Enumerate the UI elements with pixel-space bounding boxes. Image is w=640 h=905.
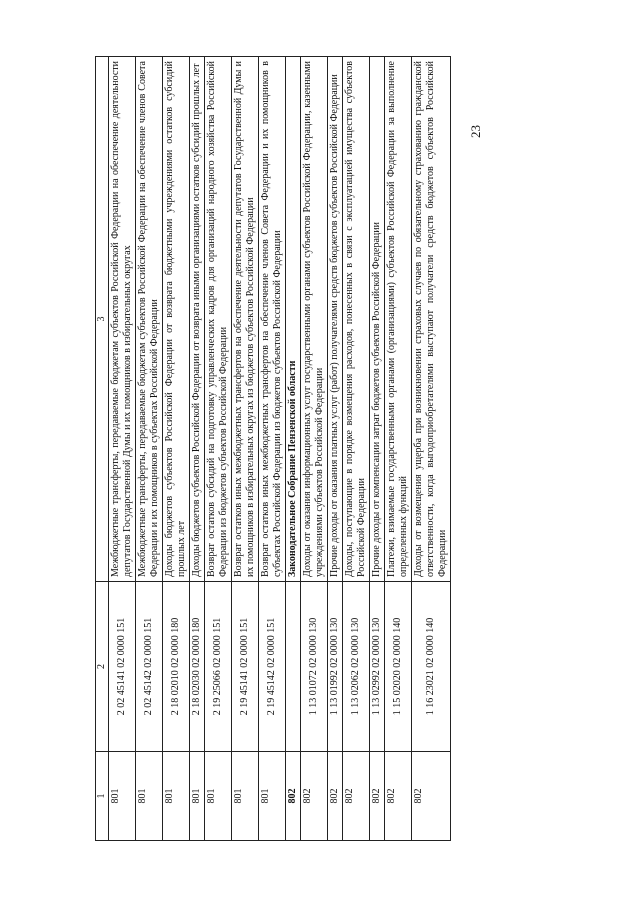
code-cell: 2 18 02010 02 0000 180 (163, 582, 190, 752)
table-row (163, 57, 190, 841)
code-cell: 1 15 02020 02 0000 140 (385, 582, 412, 752)
header-col-1: 1 (96, 752, 109, 841)
org-cell: 802 (301, 752, 328, 841)
page-number: 23 (468, 125, 483, 138)
org-cell: 802 (343, 752, 370, 841)
header-col-3: 3 (96, 57, 109, 582)
org-cell: 801 (232, 752, 259, 841)
desc-cell: Законодательное Собрание Пензенской области (286, 57, 301, 582)
code-cell: 2 18 02030 02 0000 180 (190, 582, 205, 752)
desc-cell: Доходы, поступающие в порядке возмещения расходов, понесенных в связи с эксплуатацией имущества субъектов Российской Федерации (343, 57, 370, 582)
org-cell: 801 (136, 752, 163, 841)
table-row (328, 57, 343, 841)
code-cell: 1 13 02062 02 0000 130 (343, 582, 370, 752)
code-cell: 2 02 45142 02 0000 151 (136, 582, 163, 752)
table-row (109, 57, 136, 841)
table-row (370, 57, 385, 841)
table-row (385, 57, 412, 841)
table-row (301, 57, 328, 841)
org-cell: 801 (259, 752, 286, 841)
code-cell: 1 16 23021 02 0000 140 (412, 582, 451, 752)
org-cell: 802 (328, 752, 343, 841)
table-row (259, 57, 286, 841)
rotated-table-container (95, 57, 552, 841)
org-cell: 801 (109, 752, 136, 841)
code-cell: 2 19 25066 02 0000 151 (205, 582, 232, 752)
org-cell: 801 (190, 752, 205, 841)
code-cell: 1 13 01992 02 0000 130 (328, 582, 343, 752)
org-cell: 802 (370, 752, 385, 841)
desc-cell: Доходы бюджетов субъектов Российской Федерации от возврата иными организациями остатков субсидий прошлых лет (190, 57, 205, 582)
header-col-2: 2 (96, 582, 109, 752)
table-row (343, 57, 370, 841)
desc-cell: Прочие доходы от оказания платных услуг (работ) получателями средств бюджетов субъектов Российской Федерации (328, 57, 343, 582)
code-cell: 1 13 02992 02 0000 130 (370, 582, 385, 752)
org-cell: 802 (412, 752, 451, 841)
desc-cell: Доходы от оказания информационных услуг государственными органами субъектов Российской Федерации, казенными учреждениями субъектов Российской Федерации (301, 57, 328, 582)
desc-cell: Возврат остатков иных межбюджетных трансфертов на обеспечение членов Совета Федерации и их помощников в субъектах Российской Федерации из бюджетов субъектов Российской Федерации (259, 57, 286, 582)
desc-cell: Доходы бюджетов субъектов Российской Федерации от возврата бюджетными учреждениями остатков субсидий прошлых лет (163, 57, 190, 582)
table-row (205, 57, 232, 841)
desc-cell: Платежи, взимаемые государственными органами (организациями) субъектов Российской Федерации за выполнение определенных функций (385, 57, 412, 582)
code-cell (286, 582, 301, 752)
revenue-codes-table (95, 56, 451, 841)
org-cell: 801 (205, 752, 232, 841)
code-cell: 2 19 45141 02 0000 151 (232, 582, 259, 752)
org-cell: 802 (286, 752, 301, 841)
desc-cell: Доходы от возмещения ущерба при возникновении страховых случаев по обязательному страхованию гражданской ответственности, когда выгодоприобретателями выступают получатели средств бюджетов субъектов Российской Федерации (412, 57, 451, 582)
code-cell: 2 19 45142 02 0000 151 (259, 582, 286, 752)
table-row (136, 57, 163, 841)
org-cell: 802 (385, 752, 412, 841)
table-row (190, 57, 205, 841)
desc-cell: Возврат остатков субсидий на подготовку управленческих кадров для организаций народного хозяйства Российской Федерации из бюджетов субъектов Российской Федерации (205, 57, 232, 582)
table-row (412, 57, 451, 841)
desc-cell: Межбюджетные трансферты, передаваемые бюджетам субъектов Российской Федерации на обеспечение деятельности депутатов Государственной Думы и их помощников в избирательных округах (109, 57, 136, 582)
desc-cell: Межбюджетные трансферты, передаваемые бюджетам субъектов Российской Федерации на обеспечение членов Совета Федерации и их помощников в субъектах Российской Федерации (136, 57, 163, 582)
code-cell: 1 13 01072 02 0000 130 (301, 582, 328, 752)
desc-cell: Возврат остатков иных межбюджетных трансфертов на обеспечение деятельности депутатов Государственной Думы и их помощников в избирательных округах из бюджетов субъектов Российской Федерации (232, 57, 259, 582)
table-row (286, 57, 301, 841)
table-row (232, 57, 259, 841)
table-header-row (96, 57, 109, 841)
table-body (109, 57, 451, 841)
desc-cell: Прочие доходы от компенсации затрат бюджетов субъектов Российской Федерации (370, 57, 385, 582)
org-cell: 801 (163, 752, 190, 841)
code-cell: 2 02 45141 02 0000 151 (109, 582, 136, 752)
